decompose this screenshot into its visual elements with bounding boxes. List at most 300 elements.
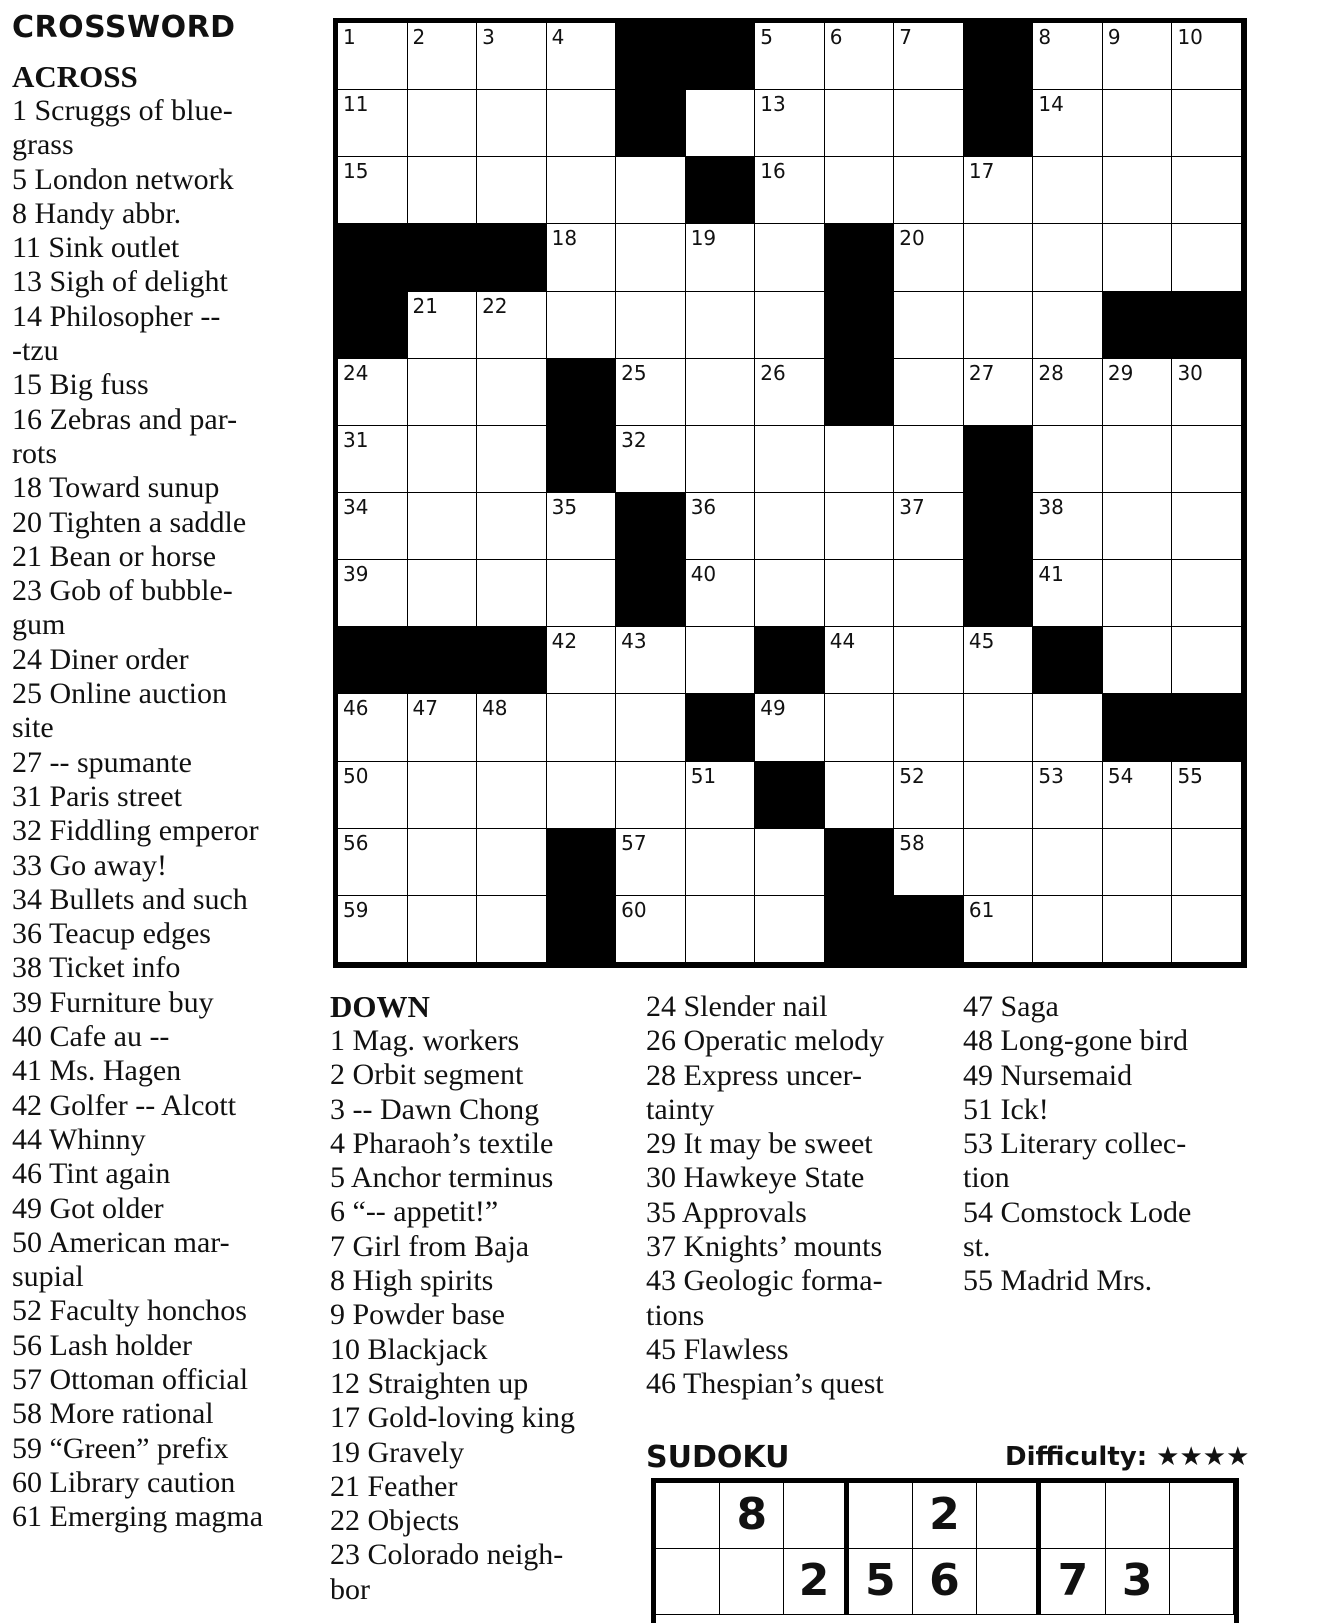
down-clue-list bbox=[963, 990, 1263, 1299]
black-square bbox=[1103, 694, 1173, 761]
black-square bbox=[755, 627, 825, 694]
crossword-cell[interactable] bbox=[338, 90, 408, 157]
crossword-cell[interactable] bbox=[1033, 90, 1103, 157]
crossword-cell[interactable] bbox=[755, 493, 825, 560]
crossword-cell[interactable] bbox=[964, 157, 1034, 224]
clue-line: tainty bbox=[646, 1092, 715, 1126]
clue-number: 15 bbox=[343, 159, 369, 184]
clue-number: 34 bbox=[343, 495, 369, 519]
sudoku-cell: 7 bbox=[1041, 1549, 1105, 1615]
black-square bbox=[408, 627, 478, 694]
difficulty-label: Difficulty: bbox=[1005, 1442, 1148, 1472]
black-square bbox=[338, 224, 408, 291]
crossword-cell[interactable] bbox=[686, 829, 756, 896]
crossword-cell[interactable] bbox=[1103, 359, 1173, 426]
clue-number: 10 bbox=[1177, 25, 1203, 49]
crossword-cell[interactable] bbox=[686, 627, 756, 694]
crossword-cell[interactable] bbox=[894, 560, 964, 627]
black-square bbox=[547, 896, 617, 963]
clue-number: 37 bbox=[899, 495, 925, 519]
crossword-title: CROSSWORD bbox=[12, 10, 236, 45]
sudoku-cell[interactable] bbox=[656, 1549, 720, 1615]
clue-number: 41 bbox=[1038, 562, 1064, 587]
crossword-cell[interactable] bbox=[338, 694, 408, 761]
clue-number: 13 bbox=[760, 92, 786, 117]
crossword-cell[interactable] bbox=[338, 560, 408, 627]
crossword-cell[interactable] bbox=[755, 694, 825, 761]
clue-line: 59 “Green” prefix bbox=[12, 1431, 229, 1465]
crossword-cell[interactable] bbox=[408, 359, 478, 426]
clue-number: 52 bbox=[899, 763, 925, 788]
clue-line: 50 American mar- bbox=[12, 1225, 230, 1259]
clue-number: 36 bbox=[690, 495, 717, 519]
crossword-cell[interactable] bbox=[547, 627, 617, 694]
crossword-cell[interactable] bbox=[1103, 896, 1173, 963]
crossword-cell[interactable] bbox=[755, 896, 825, 963]
crossword-cell[interactable] bbox=[1033, 829, 1103, 896]
clue-line: 41 Ms. Hagen bbox=[12, 1054, 182, 1088]
crossword-cell[interactable] bbox=[686, 292, 756, 359]
crossword-cell[interactable] bbox=[1033, 896, 1103, 963]
black-square bbox=[616, 493, 686, 560]
clue-number: 46 bbox=[343, 696, 369, 721]
crossword-cell[interactable] bbox=[338, 762, 408, 829]
crossword-cell[interactable] bbox=[547, 292, 617, 359]
down-clue-list bbox=[330, 1024, 630, 1607]
black-square bbox=[1172, 694, 1242, 761]
sudoku-cell[interactable] bbox=[977, 1549, 1041, 1615]
crossword-cell[interactable] bbox=[1103, 829, 1173, 896]
crossword-cell[interactable] bbox=[616, 426, 686, 493]
clue-line: 61 Emerging magma bbox=[12, 1500, 264, 1534]
crossword-cell[interactable] bbox=[894, 292, 964, 359]
clue-line: 36 Teacup edges bbox=[12, 917, 211, 951]
black-square bbox=[825, 224, 895, 291]
clue-number: 55 bbox=[1177, 763, 1203, 788]
clue-line: 40 Cafe au -- bbox=[12, 1020, 170, 1054]
clue-line: 17 Gold-loving king bbox=[330, 1401, 575, 1435]
crossword-cell[interactable] bbox=[1172, 829, 1242, 896]
clue-number: 58 bbox=[899, 830, 925, 855]
clue-line: 15 Big fuss bbox=[12, 368, 149, 402]
crossword-cell[interactable] bbox=[477, 157, 547, 224]
crossword-cell[interactable] bbox=[825, 493, 895, 560]
clue-line: 5 Anchor terminus bbox=[330, 1161, 554, 1195]
crossword-cell[interactable] bbox=[1103, 224, 1173, 291]
clue-line: 55 Madrid Mrs. bbox=[963, 1264, 1153, 1298]
crossword-cell[interactable] bbox=[964, 896, 1034, 963]
crossword-cell[interactable] bbox=[686, 896, 756, 963]
crossword-cell[interactable] bbox=[547, 694, 617, 761]
crossword-cell[interactable] bbox=[686, 359, 756, 426]
crossword-cell[interactable] bbox=[1172, 896, 1242, 963]
black-square bbox=[616, 90, 686, 157]
crossword-cell[interactable] bbox=[825, 627, 895, 694]
clue-number: 32 bbox=[621, 427, 647, 452]
crossword-cell[interactable] bbox=[894, 694, 964, 761]
sudoku-cell: 2 bbox=[913, 1483, 977, 1549]
clue-line: -tzu bbox=[12, 334, 59, 368]
clue-line: 26 Operatic melody bbox=[646, 1024, 885, 1058]
crossword-cell[interactable] bbox=[338, 157, 408, 224]
clue-line: 35 Approvals bbox=[646, 1195, 807, 1229]
crossword-cell[interactable] bbox=[338, 23, 408, 90]
crossword-cell[interactable] bbox=[616, 292, 686, 359]
clue-line: 25 Online auction bbox=[12, 677, 227, 711]
crossword-cell[interactable] bbox=[894, 493, 964, 560]
down-heading: DOWN bbox=[330, 989, 430, 1024]
clue-line: 49 Got older bbox=[12, 1191, 164, 1225]
clue-line: 29 It may be sweet bbox=[646, 1127, 873, 1161]
black-square bbox=[686, 23, 756, 90]
crossword-cell[interactable] bbox=[1103, 23, 1173, 90]
crossword-cell[interactable] bbox=[755, 157, 825, 224]
crossword-cell[interactable] bbox=[894, 426, 964, 493]
crossword-cell[interactable] bbox=[477, 896, 547, 963]
sudoku-cell[interactable] bbox=[1106, 1483, 1170, 1549]
down-clues-column-2 bbox=[646, 990, 946, 1402]
clue-number: 2 bbox=[412, 25, 426, 49]
crossword-cell[interactable] bbox=[547, 762, 617, 829]
clue-number: 20 bbox=[899, 226, 925, 251]
crossword-cell[interactable] bbox=[408, 426, 478, 493]
black-square bbox=[825, 896, 895, 963]
crossword-cell[interactable] bbox=[1033, 23, 1103, 90]
clue-line: 38 Ticket info bbox=[12, 951, 181, 985]
crossword-cell[interactable] bbox=[477, 560, 547, 627]
crossword-cell[interactable] bbox=[408, 23, 478, 90]
crossword-cell[interactable] bbox=[477, 359, 547, 426]
crossword-cell[interactable] bbox=[894, 359, 964, 426]
clue-number: 35 bbox=[551, 495, 578, 519]
clue-number: 39 bbox=[343, 562, 369, 587]
black-square bbox=[825, 359, 895, 426]
clue-number: 59 bbox=[343, 897, 369, 922]
difficulty-stars: ★★★★ bbox=[1156, 1442, 1250, 1472]
crossword-cell[interactable] bbox=[825, 762, 895, 829]
crossword-cell[interactable] bbox=[616, 359, 686, 426]
black-square bbox=[547, 426, 617, 493]
clue-line: rots bbox=[12, 436, 57, 470]
across-clue-list bbox=[12, 94, 302, 1534]
clue-line: 58 More rational bbox=[12, 1397, 214, 1431]
clue-number: 16 bbox=[760, 159, 786, 184]
sudoku-cell[interactable] bbox=[1170, 1483, 1234, 1549]
sudoku-cell[interactable] bbox=[1041, 1483, 1105, 1549]
sudoku-cell[interactable] bbox=[720, 1549, 784, 1615]
clue-line: 33 Go away! bbox=[12, 848, 167, 882]
crossword-cell[interactable] bbox=[408, 493, 478, 560]
crossword-cell[interactable] bbox=[1172, 426, 1242, 493]
clue-line: 30 Hawkeye State bbox=[646, 1161, 865, 1195]
crossword-cell[interactable] bbox=[964, 359, 1034, 426]
clue-line: 5 London network bbox=[12, 162, 234, 196]
crossword-cell[interactable] bbox=[964, 292, 1034, 359]
crossword-cell[interactable] bbox=[408, 157, 478, 224]
crossword-cell[interactable] bbox=[408, 292, 478, 359]
black-square bbox=[1103, 292, 1173, 359]
crossword-cell[interactable] bbox=[825, 90, 895, 157]
crossword-cell[interactable] bbox=[338, 829, 408, 896]
clue-line: 24 Slender nail bbox=[646, 990, 828, 1023]
crossword-cell[interactable] bbox=[477, 829, 547, 896]
clue-line: 20 Tighten a saddle bbox=[12, 505, 247, 539]
clue-line: 39 Furniture buy bbox=[12, 985, 214, 1019]
clue-line: 4 Pharaoh’s textile bbox=[330, 1126, 554, 1160]
across-heading: ACROSS bbox=[12, 59, 138, 94]
clue-number: 57 bbox=[621, 830, 647, 855]
crossword-cell[interactable] bbox=[408, 90, 478, 157]
black-square bbox=[477, 224, 547, 291]
clue-line: bor bbox=[330, 1572, 370, 1606]
crossword-cell[interactable] bbox=[1103, 90, 1173, 157]
sudoku-cell[interactable] bbox=[977, 1483, 1041, 1549]
crossword-cell[interactable] bbox=[755, 224, 825, 291]
crossword-cell[interactable] bbox=[964, 829, 1034, 896]
crossword-cell[interactable] bbox=[616, 627, 686, 694]
clue-line: 37 Knights’ mounts bbox=[646, 1230, 883, 1264]
black-square bbox=[825, 829, 895, 896]
crossword-cell[interactable] bbox=[1033, 560, 1103, 627]
clue-number: 38 bbox=[1038, 495, 1064, 519]
clue-line: 8 Handy abbr. bbox=[12, 196, 182, 230]
clue-line: 48 Long-gone bird bbox=[963, 1024, 1188, 1058]
crossword-cell[interactable] bbox=[1172, 627, 1242, 694]
black-square bbox=[894, 896, 964, 963]
clue-line: 1 Mag. workers bbox=[330, 1024, 520, 1057]
crossword-cell[interactable] bbox=[1103, 762, 1173, 829]
crossword-cell[interactable] bbox=[616, 762, 686, 829]
black-square bbox=[825, 292, 895, 359]
crossword-cell[interactable] bbox=[1033, 359, 1103, 426]
crossword-cell[interactable] bbox=[477, 493, 547, 560]
crossword-cell[interactable] bbox=[547, 224, 617, 291]
crossword-cell[interactable] bbox=[477, 23, 547, 90]
crossword-cell[interactable] bbox=[686, 90, 756, 157]
crossword-cell[interactable] bbox=[616, 224, 686, 291]
clue-line: 21 Bean or horse bbox=[12, 539, 217, 573]
clue-line: 2 Orbit segment bbox=[330, 1058, 524, 1092]
crossword-cell[interactable] bbox=[686, 762, 756, 829]
sudoku-cell[interactable] bbox=[849, 1483, 913, 1549]
crossword-cell[interactable] bbox=[825, 694, 895, 761]
crossword-cell[interactable] bbox=[408, 762, 478, 829]
black-square bbox=[338, 292, 408, 359]
crossword-cell[interactable] bbox=[894, 157, 964, 224]
crossword-cell[interactable] bbox=[894, 627, 964, 694]
black-square bbox=[964, 90, 1034, 157]
sudoku-cell: 2 bbox=[784, 1549, 848, 1615]
crossword-cell[interactable] bbox=[1103, 157, 1173, 224]
clue-number: 56 bbox=[343, 830, 369, 855]
clue-number: 29 bbox=[1107, 360, 1134, 385]
crossword-cell[interactable] bbox=[755, 426, 825, 493]
black-square bbox=[547, 829, 617, 896]
crossword-cell[interactable] bbox=[825, 157, 895, 224]
clue-line: 28 Express uncer- bbox=[646, 1058, 862, 1092]
crossword-cell[interactable] bbox=[894, 829, 964, 896]
crossword-cell[interactable] bbox=[338, 359, 408, 426]
crossword-cell[interactable] bbox=[964, 224, 1034, 291]
crossword-cell[interactable] bbox=[964, 627, 1034, 694]
clue-number: 22 bbox=[482, 293, 508, 318]
crossword-cell[interactable] bbox=[1103, 426, 1173, 493]
crossword-cell[interactable] bbox=[686, 493, 756, 560]
crossword-cell[interactable] bbox=[1172, 224, 1242, 291]
clue-number: 8 bbox=[1038, 25, 1052, 49]
crossword-cell[interactable] bbox=[1033, 224, 1103, 291]
clue-line: 43 Geologic forma- bbox=[646, 1264, 883, 1298]
crossword-cell[interactable] bbox=[1103, 627, 1173, 694]
crossword-cell[interactable] bbox=[825, 560, 895, 627]
crossword-cell[interactable] bbox=[1033, 762, 1103, 829]
crossword-cell[interactable] bbox=[477, 426, 547, 493]
clue-line: 32 Fiddling emperor bbox=[12, 814, 259, 848]
black-square bbox=[338, 627, 408, 694]
clue-line: 18 Toward sunup bbox=[12, 471, 220, 505]
crossword-cell[interactable] bbox=[408, 829, 478, 896]
crossword-cell[interactable] bbox=[616, 829, 686, 896]
crossword-cell[interactable] bbox=[408, 896, 478, 963]
clue-line: 1 Scruggs of blue- bbox=[12, 94, 233, 127]
black-square bbox=[964, 23, 1034, 90]
crossword-cell[interactable] bbox=[755, 359, 825, 426]
clue-number: 27 bbox=[968, 360, 995, 385]
clue-number: 17 bbox=[968, 159, 995, 184]
clue-line: 3 -- Dawn Chong bbox=[330, 1092, 540, 1126]
crossword-cell[interactable] bbox=[477, 292, 547, 359]
crossword-cell[interactable] bbox=[547, 23, 617, 90]
black-square bbox=[408, 224, 478, 291]
black-square bbox=[1172, 292, 1242, 359]
clue-line: 6 “-- appetit!” bbox=[330, 1195, 499, 1229]
sudoku-cell[interactable] bbox=[656, 1483, 720, 1549]
crossword-cell[interactable] bbox=[755, 560, 825, 627]
crossword-cell[interactable] bbox=[1033, 426, 1103, 493]
crossword-cell[interactable] bbox=[964, 762, 1034, 829]
sudoku-cell[interactable] bbox=[1170, 1549, 1234, 1615]
clue-number: 54 bbox=[1107, 763, 1134, 788]
clue-number: 25 bbox=[621, 360, 647, 385]
crossword-cell[interactable] bbox=[1103, 493, 1173, 560]
crossword-cell[interactable] bbox=[755, 90, 825, 157]
crossword-cell[interactable] bbox=[825, 426, 895, 493]
across-clues bbox=[12, 60, 302, 1534]
clue-line: 46 Tint again bbox=[12, 1157, 171, 1191]
sudoku-difficulty bbox=[1005, 1442, 1249, 1472]
crossword-cell[interactable] bbox=[1033, 292, 1103, 359]
clue-number: 5 bbox=[760, 25, 773, 49]
clue-number: 6 bbox=[829, 25, 843, 49]
crossword-cell[interactable] bbox=[338, 493, 408, 560]
crossword-cell[interactable] bbox=[1172, 23, 1242, 90]
crossword-grid bbox=[333, 18, 1247, 968]
crossword-cell[interactable] bbox=[1172, 560, 1242, 627]
black-square bbox=[1033, 627, 1103, 694]
crossword-cell[interactable] bbox=[755, 23, 825, 90]
crossword-cell[interactable] bbox=[408, 560, 478, 627]
crossword-cell[interactable] bbox=[755, 292, 825, 359]
crossword-cell[interactable] bbox=[547, 157, 617, 224]
down-clues-column-1 bbox=[330, 990, 630, 1607]
crossword-cell[interactable] bbox=[338, 426, 408, 493]
sudoku-cell: 5 bbox=[849, 1549, 913, 1615]
crossword-cell[interactable] bbox=[964, 694, 1034, 761]
crossword-cell[interactable] bbox=[616, 694, 686, 761]
crossword-cell[interactable] bbox=[1033, 694, 1103, 761]
clue-line: 51 Ick! bbox=[963, 1092, 1049, 1126]
black-square bbox=[477, 627, 547, 694]
crossword-cell[interactable] bbox=[616, 896, 686, 963]
clue-number: 1 bbox=[343, 25, 356, 49]
clue-line: 12 Straighten up bbox=[330, 1366, 529, 1400]
clue-number: 43 bbox=[621, 629, 647, 654]
crossword-cell[interactable] bbox=[338, 896, 408, 963]
clue-line: 27 -- spumante bbox=[12, 745, 192, 779]
crossword-cell[interactable] bbox=[1172, 359, 1242, 426]
clue-line: tion bbox=[963, 1161, 1010, 1195]
clue-line: 8 High spirits bbox=[330, 1264, 494, 1298]
crossword-cell[interactable] bbox=[616, 157, 686, 224]
crossword-cell[interactable] bbox=[686, 224, 756, 291]
clue-number: 3 bbox=[482, 25, 495, 49]
clue-line: 23 Colorado neigh- bbox=[330, 1538, 564, 1572]
clue-number: 44 bbox=[829, 629, 856, 654]
crossword-cell[interactable] bbox=[1172, 762, 1242, 829]
crossword-cell[interactable] bbox=[408, 694, 478, 761]
crossword-cell[interactable] bbox=[1172, 90, 1242, 157]
black-square bbox=[755, 762, 825, 829]
black-square bbox=[964, 493, 1034, 560]
clue-number: 14 bbox=[1038, 92, 1064, 117]
down-clue-list bbox=[646, 990, 946, 1402]
crossword-cell[interactable] bbox=[547, 90, 617, 157]
crossword-cell[interactable] bbox=[547, 560, 617, 627]
crossword-cell[interactable] bbox=[1033, 493, 1103, 560]
clue-line: 34 Bullets and such bbox=[12, 882, 248, 916]
crossword-cell[interactable] bbox=[477, 694, 547, 761]
clue-line: 46 Thespian’s quest bbox=[646, 1367, 884, 1401]
crossword-cell[interactable] bbox=[755, 829, 825, 896]
crossword-cell[interactable] bbox=[894, 762, 964, 829]
crossword-cell[interactable] bbox=[686, 560, 756, 627]
black-square bbox=[964, 560, 1034, 627]
clue-number: 42 bbox=[551, 629, 578, 654]
clue-line: 47 Saga bbox=[963, 990, 1059, 1023]
crossword-cell[interactable] bbox=[1033, 157, 1103, 224]
clue-number: 7 bbox=[899, 25, 913, 49]
crossword-cell[interactable] bbox=[894, 224, 964, 291]
crossword-cell[interactable] bbox=[547, 493, 617, 560]
crossword-cell[interactable] bbox=[825, 23, 895, 90]
crossword-cell[interactable] bbox=[477, 90, 547, 157]
black-square bbox=[616, 23, 686, 90]
crossword-cell[interactable] bbox=[894, 90, 964, 157]
crossword-cell[interactable] bbox=[1172, 493, 1242, 560]
crossword-cell[interactable] bbox=[1172, 157, 1242, 224]
black-square bbox=[964, 426, 1034, 493]
clue-number: 45 bbox=[968, 629, 995, 654]
clue-number: 24 bbox=[343, 360, 369, 385]
crossword-cell[interactable] bbox=[686, 426, 756, 493]
clue-line: 14 Philosopher -- bbox=[12, 299, 221, 333]
sudoku-cell[interactable] bbox=[784, 1483, 848, 1549]
clue-line: 45 Flawless bbox=[646, 1332, 789, 1366]
crossword-cell[interactable] bbox=[1103, 560, 1173, 627]
crossword-cell[interactable] bbox=[477, 762, 547, 829]
crossword-cell[interactable] bbox=[894, 23, 964, 90]
clue-line: supial bbox=[12, 1260, 84, 1294]
